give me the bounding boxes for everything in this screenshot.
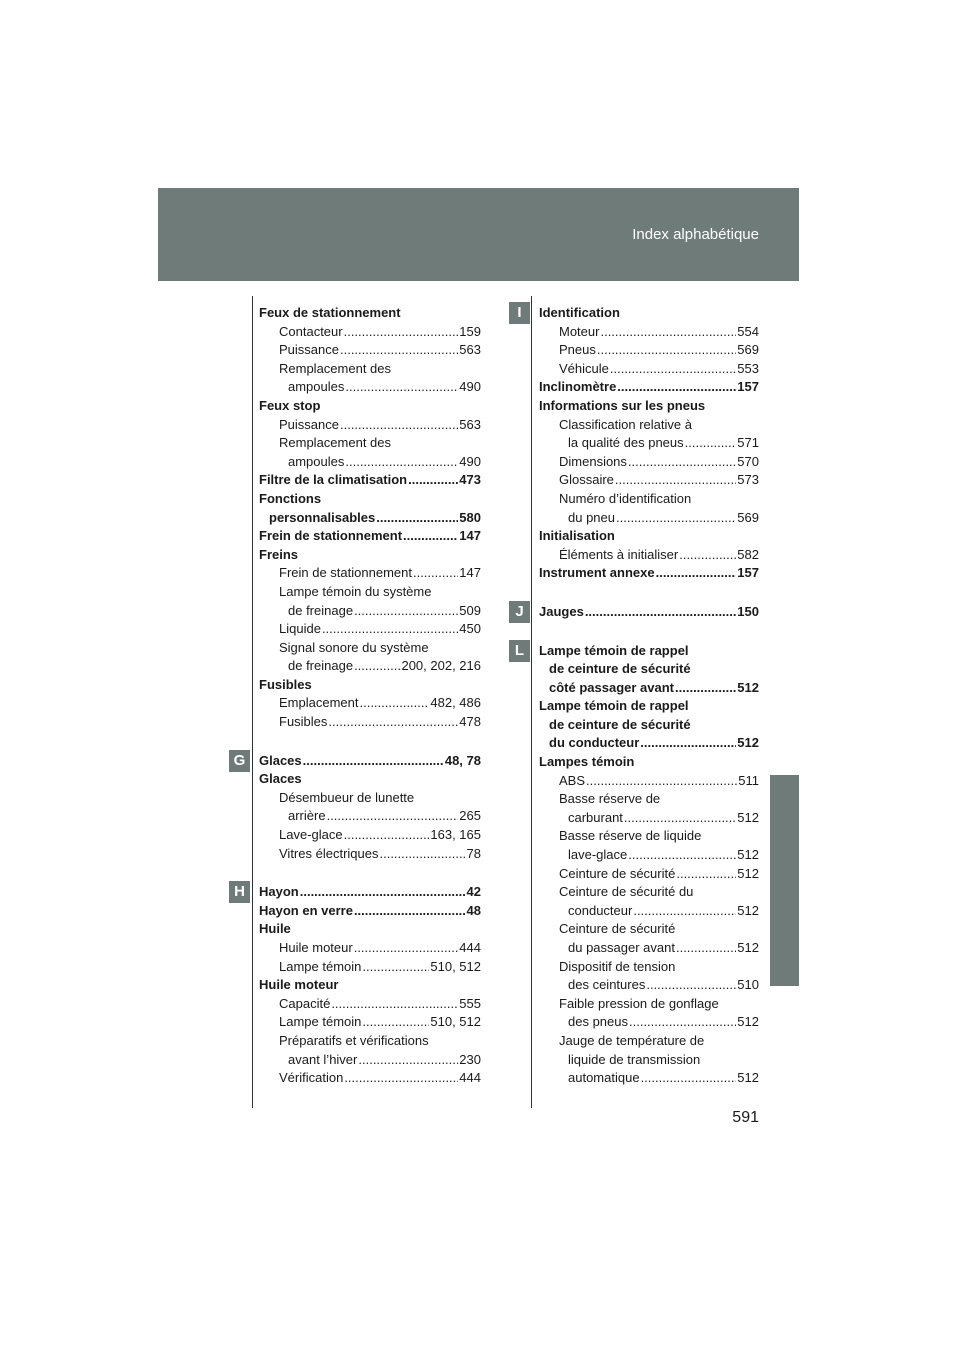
leader-dots [616, 509, 736, 528]
left-column-rule [252, 296, 253, 1108]
leader-dots [359, 694, 429, 713]
index-entry [259, 694, 481, 713]
index-entry [259, 564, 481, 583]
entry-label: du passager avant [568, 940, 675, 955]
left-index-column [259, 304, 481, 1088]
index-entry [539, 546, 759, 565]
header-title: Index alphabétique [632, 226, 759, 243]
entry-label: Lampe témoin de rappel [539, 642, 689, 658]
leader-dots [624, 809, 736, 828]
entry-page-number: 512 [737, 902, 759, 918]
entry-label: ampoules [288, 379, 345, 395]
entry-label: Numéro d’identification [559, 490, 692, 506]
entry-label: Instrument annexe [539, 565, 655, 581]
entry-label: Basse réserve de liquide [559, 828, 702, 844]
index-entry [539, 660, 759, 679]
entry-label: Ceinture de sécurité du [559, 884, 694, 900]
leader-dots [379, 845, 465, 864]
entry-page-number: 509 [459, 602, 481, 618]
index-entry [259, 323, 481, 342]
index-entry [259, 920, 481, 939]
leader-dots [629, 1013, 736, 1032]
index-entry [539, 697, 759, 716]
leader-dots [610, 360, 736, 379]
leader-dots [322, 620, 458, 639]
entry-label: Préparatifs et vérifications [279, 1032, 429, 1048]
index-entry [539, 753, 759, 772]
entry-page-number: 555 [459, 995, 481, 1011]
entry-label: Jauges [539, 603, 584, 619]
entry-label: Véhicule [559, 360, 609, 376]
index-entry [259, 939, 481, 958]
leader-dots [615, 471, 736, 490]
entry-label: Hayon [259, 884, 299, 900]
index-entry [259, 845, 481, 864]
entry-page-number: 478 [459, 714, 481, 730]
right-index-column [539, 304, 759, 1088]
entry-page-number: 450 [459, 621, 481, 637]
leader-dots [340, 416, 458, 435]
index-entry [539, 397, 759, 416]
index-entry [539, 564, 759, 583]
entry-page-number: 510 [737, 977, 759, 993]
entry-label: Puissance [279, 342, 339, 358]
entry-label: Glaces [259, 752, 302, 768]
index-entry [539, 1013, 759, 1032]
entry-page-number: 512 [737, 940, 759, 955]
entry-label: conducteur [568, 902, 633, 918]
entry-page-number: 159 [459, 323, 481, 339]
leader-dots [675, 679, 736, 698]
entry-label: Remplacement des [279, 360, 391, 376]
leader-dots [344, 1069, 458, 1088]
entry-page-number: 78 [466, 845, 481, 861]
index-entry [539, 378, 759, 397]
entry-page-number: 482, 486 [430, 695, 481, 711]
leader-dots [617, 378, 736, 397]
entry-label: la qualité des pneus [568, 435, 684, 451]
leader-dots [331, 995, 458, 1014]
entry-label: Ceinture de sécurité [559, 865, 676, 881]
letter-tab-j: J [509, 601, 530, 623]
index-entry [539, 976, 759, 995]
index-entry [259, 713, 481, 732]
entry-page-number: 48 [466, 902, 481, 918]
entry-page-number: 510, 512 [430, 958, 481, 974]
index-entry [539, 865, 759, 884]
section-side-tab [770, 775, 799, 986]
entry-page-number: 571 [737, 435, 759, 451]
index-entry [539, 734, 759, 753]
leader-dots [633, 902, 736, 921]
index-entry [259, 471, 481, 490]
index-entry [539, 716, 759, 735]
leader-dots [685, 434, 737, 453]
entry-label: Lampe témoin du système [279, 583, 432, 599]
entry-page-number: 554 [737, 323, 759, 339]
entry-label: Ceinture de sécurité [559, 921, 676, 937]
entry-page-number: 512 [737, 865, 759, 881]
entry-page-number: 147 [459, 565, 481, 581]
entry-label: de ceinture de sécurité [549, 661, 691, 677]
index-entry [259, 341, 481, 360]
entry-page-number: 511 [738, 772, 759, 788]
letter-tab-g: G [229, 750, 250, 772]
entry-label: Jauge de température de [559, 1032, 705, 1048]
entry-page-number: 553 [737, 360, 759, 376]
leader-dots [354, 902, 466, 921]
entry-label: Signal sonore du système [279, 639, 429, 655]
leader-dots [597, 341, 736, 360]
leader-dots [340, 341, 458, 360]
leader-dots [679, 546, 736, 565]
index-entry [259, 676, 481, 695]
index-entry [259, 378, 481, 397]
entry-label: Fusibles [259, 676, 312, 692]
index-entry [539, 304, 759, 323]
entry-page-number: 157 [737, 379, 759, 395]
entry-label: liquide de transmission [568, 1051, 701, 1067]
entry-label: Lave-glace [279, 827, 343, 843]
entry-label: ampoules [288, 453, 345, 469]
entry-label: de freinage [288, 658, 354, 674]
index-entry [539, 434, 759, 453]
entry-label: automatique [568, 1070, 640, 1086]
index-entry [259, 509, 481, 528]
entry-page-number: 512 [737, 809, 759, 825]
entry-page-number: 512 [737, 847, 759, 863]
leader-dots [327, 807, 459, 826]
leader-dots [354, 939, 459, 958]
entry-label: Lampe témoin [279, 1014, 362, 1030]
entry-page-number: 444 [459, 940, 481, 955]
index-entry [259, 770, 481, 789]
index-entry [259, 639, 481, 658]
entry-page-number: 563 [459, 342, 481, 358]
index-entry [539, 958, 759, 977]
leader-dots [646, 976, 736, 995]
index-entry [259, 602, 481, 621]
index-entry [259, 583, 481, 602]
entry-label: de freinage [288, 602, 354, 618]
entry-label: Huile moteur [259, 977, 339, 993]
index-entry [539, 1051, 759, 1070]
index-entry [259, 490, 481, 509]
index-entry [539, 883, 759, 902]
entry-label: Désembueur de lunette [279, 789, 415, 805]
entry-label: personnalisables [269, 509, 376, 525]
entry-page-number: 512 [737, 735, 759, 751]
entry-label: Feux stop [259, 397, 321, 413]
entry-label: Feux de stationnement [259, 305, 401, 320]
entry-label: Faible pression de gonflage [559, 995, 719, 1011]
entry-page-number: 157 [737, 565, 759, 581]
leader-dots [376, 509, 458, 528]
entry-label: Initialisation [539, 528, 615, 544]
leader-dots [403, 527, 458, 546]
index-entry [259, 416, 481, 435]
entry-page-number: 569 [737, 342, 759, 358]
index-entry [259, 902, 481, 921]
index-entry [259, 657, 481, 676]
index-entry [539, 1032, 759, 1051]
entry-page-number: 230 [459, 1051, 481, 1067]
index-entry [539, 772, 759, 791]
letter-tab-h: H [229, 881, 250, 903]
entry-label: lave-glace [568, 847, 628, 863]
index-entry [259, 434, 481, 453]
index-entry [539, 603, 759, 622]
leader-dots [328, 713, 458, 732]
entry-label: Hayon en verre [259, 902, 353, 918]
index-entry [259, 1051, 481, 1070]
index-entry [539, 846, 759, 865]
entry-label: Puissance [279, 416, 339, 432]
index-entry [259, 752, 481, 771]
entry-page-number: 150 [737, 603, 759, 619]
leader-dots [600, 323, 736, 342]
leader-dots [586, 772, 737, 791]
index-entry [539, 416, 759, 435]
entry-page-number: 473 [459, 472, 481, 488]
entry-label: Moteur [559, 323, 600, 339]
entry-page-number: 444 [459, 1070, 481, 1086]
entry-page-number: 512 [737, 679, 759, 695]
index-entry [259, 620, 481, 639]
entry-label: Frein de stationnement [259, 528, 403, 544]
entry-page-number: 200, 202, 216 [401, 658, 481, 674]
entry-label: Glaces [259, 771, 302, 787]
index-entry [539, 471, 759, 490]
entry-page-number: 265 [459, 808, 481, 824]
entry-label: Glossaire [559, 472, 614, 488]
entry-label: Éléments à initialiser [559, 546, 679, 562]
entry-label: Inclinomètre [539, 379, 617, 395]
index-entry [259, 958, 481, 977]
leader-dots [676, 939, 736, 958]
entry-page-number: 490 [459, 453, 481, 469]
index-entry [539, 809, 759, 828]
entry-page-number: 163, 165 [430, 827, 481, 843]
leader-dots [413, 564, 458, 583]
index-entry [259, 304, 481, 323]
entry-page-number: 563 [459, 416, 481, 432]
page-header [158, 188, 799, 281]
entry-page-number: 48, 78 [444, 752, 481, 768]
index-entry [539, 509, 759, 528]
entry-page-number: 510, 512 [430, 1014, 481, 1030]
entry-page-number: 580 [459, 509, 481, 525]
leader-dots [358, 1051, 458, 1070]
page-number: 591 [732, 1109, 759, 1126]
entry-label: Capacité [279, 995, 331, 1011]
entry-label: Classification relative à [559, 416, 692, 432]
entry-label: Contacteur [279, 323, 343, 339]
entry-page-number: 512 [737, 1014, 759, 1030]
index-entry [539, 490, 759, 509]
index-entry [259, 453, 481, 472]
entry-page-number: 582 [737, 546, 759, 562]
index-entry [259, 995, 481, 1014]
entry-label: Vitres électriques [279, 845, 379, 861]
leader-dots [362, 1013, 429, 1032]
index-entry [539, 453, 759, 472]
leader-dots [344, 323, 459, 342]
entry-label: Lampe témoin [279, 958, 362, 974]
entry-label: Huile [259, 921, 291, 937]
leader-dots [345, 453, 458, 472]
entry-page-number: 570 [737, 453, 759, 469]
letter-tab-i: I [509, 302, 530, 324]
entry-label: Vérification [279, 1070, 344, 1086]
leader-dots [362, 958, 429, 977]
entry-label: Remplacement des [279, 435, 391, 451]
entry-page-number: 42 [466, 884, 481, 900]
entry-page-number: 573 [737, 472, 759, 488]
entry-label: Emplacement [279, 695, 359, 711]
entry-label: Huile moteur [279, 940, 353, 955]
index-entry [539, 679, 759, 698]
entry-page-number: 569 [737, 509, 759, 525]
entry-label: Fusibles [279, 714, 328, 730]
leader-dots [300, 883, 466, 902]
entry-label: des ceintures [568, 977, 646, 993]
index-entry [539, 920, 759, 939]
leader-dots [656, 564, 737, 583]
index-entry [259, 883, 481, 902]
index-entry [259, 1013, 481, 1032]
right-column-rule [531, 296, 532, 1108]
index-entry [259, 807, 481, 826]
index-entry [539, 995, 759, 1014]
entry-label: Basse réserve de [559, 791, 661, 807]
leader-dots [344, 826, 430, 845]
entry-page-number: 490 [459, 379, 481, 395]
entry-label: des pneus [568, 1014, 628, 1030]
index-entry [259, 1032, 481, 1051]
entry-label: Lampes témoin [539, 754, 635, 770]
index-entry [259, 1069, 481, 1088]
leader-dots [303, 752, 444, 771]
index-entry [539, 341, 759, 360]
index-entry [539, 527, 759, 546]
entry-label: arrière [288, 808, 326, 824]
leader-dots [585, 603, 736, 622]
entry-label: Informations sur les pneus [539, 397, 706, 413]
entry-page-number: 512 [737, 1070, 759, 1086]
index-entry [539, 1069, 759, 1088]
leader-dots [408, 471, 458, 490]
entry-label: Liquide [279, 621, 321, 637]
entry-label: Frein de stationnement [279, 565, 412, 581]
index-entry [539, 323, 759, 342]
index-entry [259, 360, 481, 379]
entry-label: Filtre de la climatisation [259, 472, 408, 488]
index-entry [259, 546, 481, 565]
index-entry [259, 527, 481, 546]
leader-dots [628, 846, 736, 865]
index-entry [259, 397, 481, 416]
entry-label: Dispositif de tension [559, 958, 676, 974]
leader-dots [628, 453, 736, 472]
entry-label: du conducteur [549, 735, 640, 751]
entry-page-number: 147 [459, 528, 481, 544]
index-entry [259, 976, 481, 995]
entry-label: Pneus [559, 342, 596, 358]
entry-label: Freins [259, 546, 299, 562]
index-entry [259, 826, 481, 845]
index-entry [539, 642, 759, 661]
entry-label: Fonctions [259, 490, 322, 506]
entry-label: Lampe témoin de rappel [539, 698, 689, 714]
entry-label: côté passager avant [549, 679, 675, 695]
leader-dots [345, 378, 458, 397]
letter-tab-l: L [509, 640, 530, 662]
entry-label: Identification [539, 305, 620, 320]
leader-dots [676, 865, 736, 884]
entry-label: du pneu [568, 509, 615, 525]
leader-dots [354, 657, 400, 676]
leader-dots [354, 602, 458, 621]
index-entry [539, 827, 759, 846]
index-entry [259, 789, 481, 808]
entry-label: avant l’hiver [288, 1051, 358, 1067]
leader-dots [640, 734, 736, 753]
index-entry [539, 790, 759, 809]
leader-dots [641, 1069, 737, 1088]
entry-label: Dimensions [559, 453, 627, 469]
entry-label: carburant [568, 809, 623, 825]
index-entry [539, 902, 759, 921]
entry-label: de ceinture de sécurité [549, 716, 691, 732]
index-entry [539, 939, 759, 958]
entry-label: ABS [559, 772, 586, 788]
index-entry [539, 360, 759, 379]
